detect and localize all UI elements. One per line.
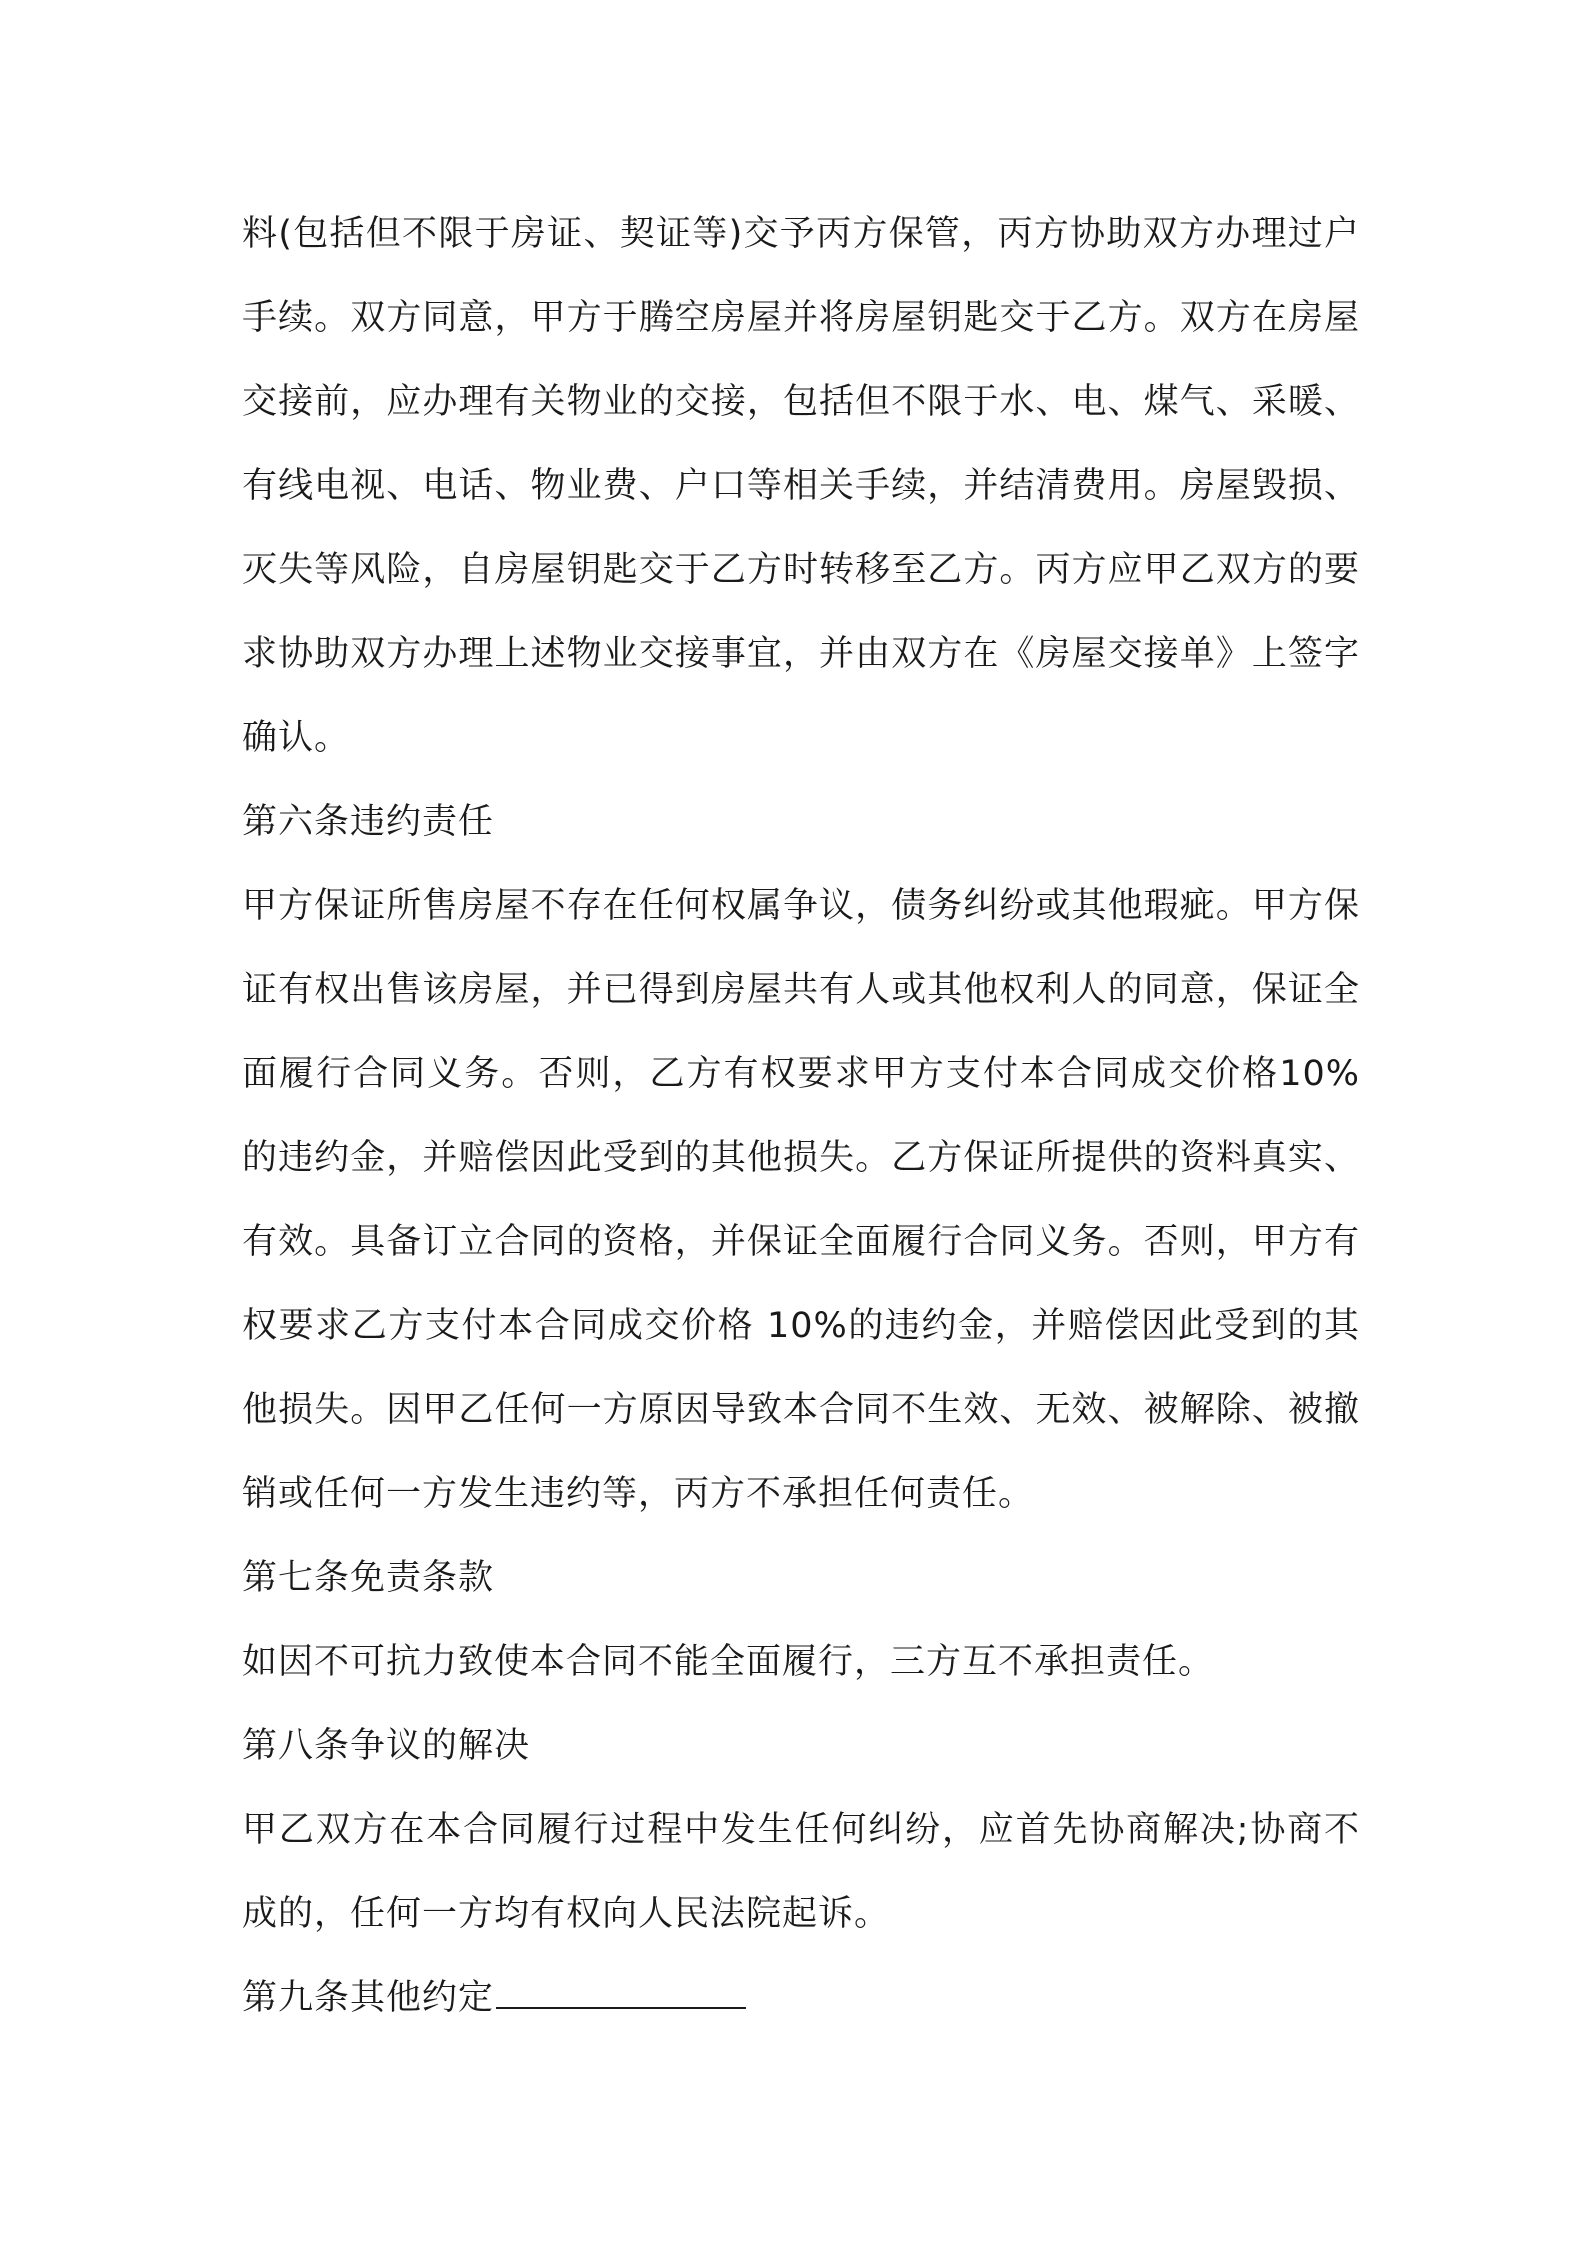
fill-in-blank [496,1977,746,2009]
section6-title: 第六条违约责任 [242,802,495,842]
document-content [242,192,1360,2040]
section7-title: 第七条免责条款 [242,1558,495,1598]
section8-body: 甲乙双方在本合同履行过程中发生任何纠纷，应首先协商解决;协商不成的，任何一方均有权向人民法院起诉。 [242,1810,1360,1934]
section7-body: 如因不可抗力致使本合同不能全面履行，三方互不承担责任。 [242,1642,1215,1682]
section8-title: 第八条争议的解决 [242,1726,531,1766]
section9-title: 第九条其他约定 [242,1978,495,2018]
section6-body: 甲方保证所售房屋不存在任何权属争议，债务纠纷或其他瑕疵。甲方保证有权出售该房屋，并已得到房屋共有人或其他权利人的同意，保证全面履行合同义务。否则，乙方有权要求甲方支付本合同成交价格10%的违约金，并赔偿因此受到的其他损失。乙方保证所提供的资料真实、有效。具备订立合同的资格，并保证全面履行合同义务。否则，甲方有权要求乙方支付本合同成交价格 10%的违约金，并赔偿因此受到的其他损失。因甲乙任何一方原因导致本合同不生效、无效、被解除、被撤销或任何一方发生违约等，丙方不承担任何责任。 [242,886,1360,1514]
section5-continuation: 料(包括但不限于房证、契证等)交予丙方保管，丙方协助双方办理过户手续。双方同意，甲方于腾空房屋并将房屋钥匙交于乙方。双方在房屋交接前，应办理有关物业的交接，包括但不限于水、电、煤气、采暖、有线电视、电话、物业费、户口等相关手续，并结清费用。房屋毁损、灭失等风险，自房屋钥匙交于乙方时转移至乙方。丙方应甲乙双方的要求协助双方办理上述物业交接事宜，并由双方在《房屋交接单》上签字确认。 [242,214,1360,758]
section9-line [242,1956,1360,2040]
